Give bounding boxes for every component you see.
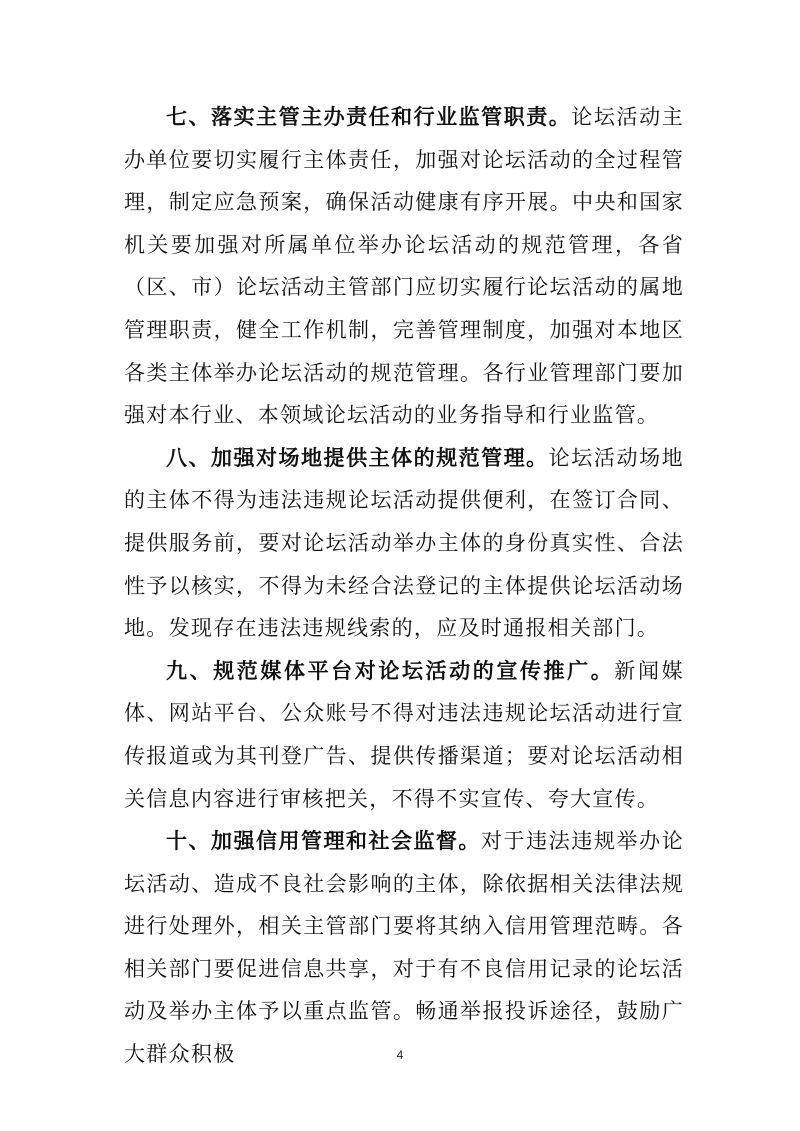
- document-body: [124, 96, 684, 1076]
- section-7-paragraph: [124, 96, 684, 437]
- section-9-paragraph: [124, 650, 684, 820]
- section-7-heading: 七、落实主管主办责任和行业监管职责。: [166, 105, 572, 129]
- section-10-paragraph: [124, 820, 684, 1076]
- section-8-paragraph: [124, 437, 684, 650]
- section-8-text: 论坛活动场地的主体不得为违法违规论坛活动提供便利，在签订合同、提供服务前，要对论坛活动举办主体的身份真实性、合法性予以核实，不得为未经合法登记的主体提供论坛活动场地。发现存在违法违规线索的，应及时通报相关部门。: [124, 445, 684, 641]
- section-8-heading: 八、加强对场地提供主体的规范管理。: [166, 445, 549, 470]
- section-7-text: 论坛活动主办单位要切实履行主体责任，加强对论坛活动的全过程管理，制定应急预案，确保活动健康有序开展。中央和国家机关要加强对所属单位举办论坛活动的规范管理，各省（区、市）论坛活动主管部门应切实履行论坛活动的属地管理职责，健全工作机制，完善管理制度，加强对本地区各类主体举办论坛活动的规范管理。各行业管理部门要加强对本行业、本领域论坛活动的业务指导和行业监管。: [124, 105, 685, 428]
- section-9-text: 新闻媒体、网站平台、公众账号不得对违法违规论坛活动进行宣传报道或为其刊登广告、提供传播渠道；要对论坛活动相关信息内容进行审核把关，不得不实宣传、夸大宣传。: [124, 658, 684, 811]
- section-10-text: 对于违法违规举办论坛活动、造成不良社会影响的主体，除依据相关法律法规进行处理外，相关主管部门要将其纳入信用管理范畴。各相关部门要促进信息共享，对于有不良信用记录的论坛活动及举办主体予以重点监管。畅通举报投诉途径，鼓励广大群众积极: [124, 829, 684, 1067]
- page-number: 4: [396, 1048, 404, 1062]
- section-9-heading: 九、规范媒体平台对论坛活动的宣传推广。: [166, 658, 615, 683]
- section-10-heading: 十、加强信用管理和社会监督。: [166, 829, 481, 854]
